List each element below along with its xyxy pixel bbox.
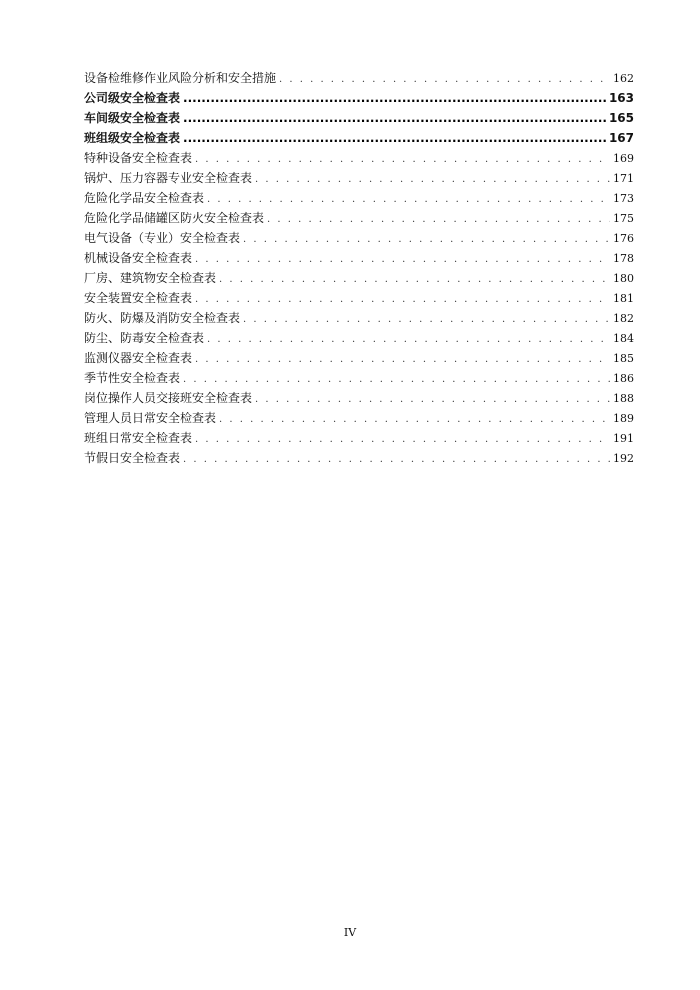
toc-entry-title: 危险化学品储罐区防火安全检查表: [84, 211, 265, 225]
toc-entry[interactable]: [84, 108, 634, 128]
toc-entry-page: 178: [613, 252, 634, 265]
toc-entry[interactable]: [84, 228, 634, 248]
toc-entry-title: 班组日常安全检查表: [84, 431, 193, 445]
toc-entry-page: 189: [613, 412, 634, 425]
toc-leader-dots: [183, 370, 610, 390]
toc-entry-title: 厂房、建筑物安全检查表: [84, 271, 217, 285]
toc-entry-title: 监测仪器安全检查表: [84, 351, 193, 365]
toc-leader-dots: [207, 330, 610, 350]
toc-entry-page: 182: [613, 312, 634, 325]
toc-entry[interactable]: [84, 128, 634, 148]
toc-entry-page: 192: [613, 452, 634, 465]
toc-entry-title: 公司级安全检查表: [84, 91, 181, 105]
toc-entry-page: 163: [608, 91, 634, 105]
toc-entry-title: 电气设备（专业）安全检查表: [84, 231, 241, 245]
toc-entry[interactable]: [84, 188, 634, 208]
toc-leader-dots: [255, 390, 610, 410]
toc-entry-page: 191: [613, 432, 634, 445]
toc-entry[interactable]: [84, 68, 634, 88]
toc-entry-page: 169: [613, 152, 634, 165]
toc-leader-dots: [195, 150, 610, 170]
toc-entry-page: 180: [613, 272, 634, 285]
toc-entry[interactable]: [84, 288, 634, 308]
toc-entry-page: 185: [613, 352, 634, 365]
table-of-contents: [84, 68, 634, 468]
toc-entry[interactable]: [84, 408, 634, 428]
toc-entry-page: 181: [613, 292, 634, 305]
toc-entry[interactable]: [84, 368, 634, 388]
toc-entry-title: 管理人员日常安全检查表: [84, 411, 217, 425]
toc-entry-title: 特种设备安全检查表: [84, 151, 193, 165]
toc-entry[interactable]: [84, 328, 634, 348]
page-number: IV: [343, 926, 357, 939]
toc-entry[interactable]: [84, 428, 634, 448]
toc-entry-title: 机械设备安全检查表: [84, 251, 193, 265]
toc-entry-page: 173: [613, 192, 634, 205]
toc-entry-page: 171: [613, 172, 634, 185]
toc-entry-title: 安全装置安全检查表: [84, 291, 193, 305]
toc-leader-dots: [255, 170, 610, 190]
toc-entry-page: 165: [608, 111, 634, 125]
toc-leader-dots: [183, 108, 606, 128]
toc-leader-dots: [183, 450, 610, 470]
toc-entry[interactable]: [84, 208, 634, 228]
toc-entry[interactable]: [84, 268, 634, 288]
toc-entry-title: 季节性安全检查表: [84, 371, 181, 385]
toc-entry-title: 危险化学品安全检查表: [84, 191, 205, 205]
toc-entry[interactable]: [84, 248, 634, 268]
toc-entry-title: 防尘、防毒安全检查表: [84, 331, 205, 345]
toc-leader-dots: [243, 310, 610, 330]
toc-entry-page: 184: [613, 332, 634, 345]
toc-leader-dots: [195, 290, 610, 310]
toc-entry-title: 岗位操作人员交接班安全检查表: [84, 391, 253, 405]
toc-entry-page: 162: [613, 72, 634, 85]
toc-entry-title: 锅炉、压力容器专业安全检查表: [84, 171, 253, 185]
toc-entry-page: 175: [613, 212, 634, 225]
toc-leader-dots: [279, 70, 610, 90]
toc-leader-dots: [183, 128, 606, 148]
toc-entry-page: 167: [608, 131, 634, 145]
toc-entry-title: 防火、防爆及消防安全检查表: [84, 311, 241, 325]
toc-entry-page: 176: [613, 232, 634, 245]
toc-leader-dots: [183, 88, 606, 108]
toc-leader-dots: [219, 270, 610, 290]
toc-leader-dots: [195, 350, 610, 370]
toc-entry-title: 车间级安全检查表: [84, 111, 181, 125]
toc-leader-dots: [219, 410, 610, 430]
toc-entry-title: 节假日安全检查表: [84, 451, 181, 465]
toc-entry[interactable]: [84, 448, 634, 468]
toc-entry-title: 设备检维修作业风险分析和安全措施: [84, 71, 277, 85]
toc-leader-dots: [207, 190, 610, 210]
toc-entry[interactable]: [84, 348, 634, 368]
toc-leader-dots: [195, 430, 610, 450]
toc-entry-title: 班组级安全检查表: [84, 131, 181, 145]
toc-entry[interactable]: [84, 388, 634, 408]
toc-entry-page: 188: [613, 392, 634, 405]
toc-leader-dots: [267, 210, 610, 230]
toc-entry-page: 186: [613, 372, 634, 385]
toc-entry[interactable]: [84, 88, 634, 108]
toc-entry[interactable]: [84, 308, 634, 328]
toc-entry[interactable]: [84, 168, 634, 188]
toc-entry[interactable]: [84, 148, 634, 168]
toc-leader-dots: [243, 230, 610, 250]
toc-leader-dots: [195, 250, 610, 270]
